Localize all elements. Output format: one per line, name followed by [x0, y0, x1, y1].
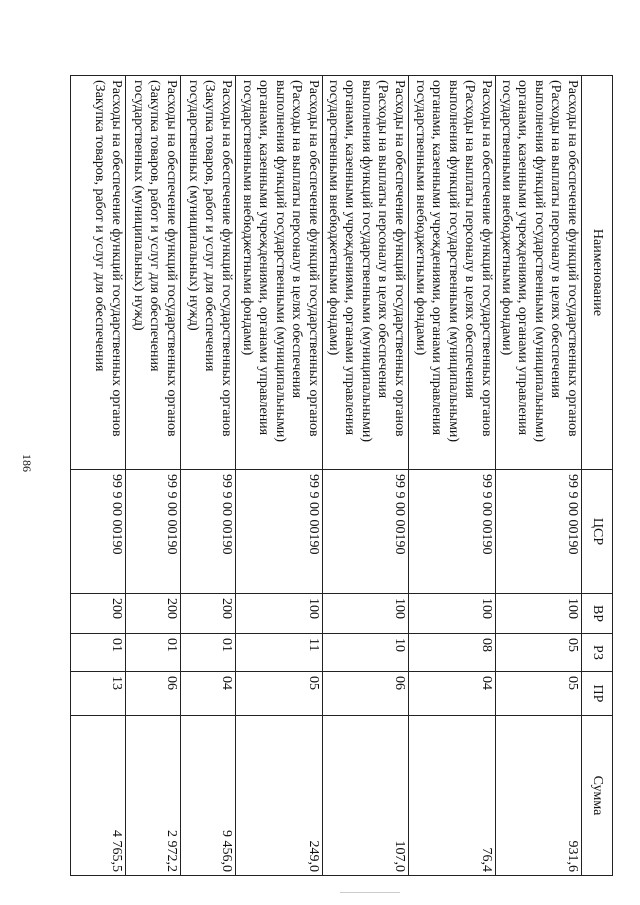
cell-name: Расходы на обеспечение функций государственных органов (Расходы на выплаты персоналу в целях обеспечения выполнения функций государственными (муниципальными) органами, казенными учреждениями, органами управления государственными внебюджетными фондами) — [323, 76, 409, 470]
table-row — [236, 76, 323, 876]
cell-rz: 05 — [496, 634, 582, 672]
cell-sum: 4 765,5 — [71, 716, 126, 876]
cell-rz: 11 — [236, 634, 323, 672]
header-rz: РЗ — [582, 634, 613, 672]
table-row — [181, 76, 236, 876]
table-row — [126, 76, 181, 876]
cell-sum: 76,4 — [409, 716, 496, 876]
cell-name: Расходы на обеспечение функций государственных органов (Расходы на выплаты персоналу в целях обеспечения выполнения функций государственными (муниципальными) органами, казенными учреждениями, органами управления государственными внебюджетными фондами) — [236, 76, 323, 470]
table-row — [409, 76, 496, 876]
cell-csr: 99 9 00 00190 — [496, 470, 582, 594]
cell-rz: 08 — [409, 634, 496, 672]
cell-rz: 10 — [323, 634, 409, 672]
header-vr: ВР — [582, 594, 613, 634]
budget-table — [70, 75, 613, 876]
cell-name: Расходы на обеспечение функций государственных органов (Закупка товаров, работ и услуг для обеспечения государственных (муниципальных) нужд) — [181, 76, 236, 470]
cell-pr: 04 — [181, 672, 236, 716]
cell-pr: 06 — [323, 672, 409, 716]
table-row — [496, 76, 582, 876]
cell-csr: 99 9 00 00190 — [323, 470, 409, 594]
header-csr: ЦСР — [582, 470, 613, 594]
cell-pr: 13 — [71, 672, 126, 716]
cell-pr: 04 — [409, 672, 496, 716]
header-name: Наименование — [582, 76, 613, 470]
cell-csr: 99 9 00 00190 — [126, 470, 181, 594]
cell-pr: 05 — [236, 672, 323, 716]
cell-vr: 200 — [71, 594, 126, 634]
cell-csr: 99 9 00 00190 — [236, 470, 323, 594]
header-sum: Сумма — [582, 716, 613, 876]
cell-sum: 107,0 — [323, 716, 409, 876]
cell-name: Расходы на обеспечение функций государственных органов (Расходы на выплаты персоналу в целях обеспечения выполнения функций государственными (муниципальными) органами, казенными учреждениями, органами управления государственными внебюджетными фондами) — [409, 76, 496, 470]
cell-csr: 99 9 00 00190 — [71, 470, 126, 594]
cell-vr: 100 — [496, 594, 582, 634]
cell-csr: 99 9 00 00190 — [181, 470, 236, 594]
cell-name: Расходы на обеспечение функций государственных органов (Расходы на выплаты персоналу в целях обеспечения выполнения функций государственными (муниципальными) органами, казенными учреждениями, органами управления государственными внебюджетными фондами) — [496, 76, 582, 470]
budget-table-viewport — [92, 75, 613, 875]
cell-vr: 100 — [409, 594, 496, 634]
cell-csr: 99 9 00 00190 — [409, 470, 496, 594]
cell-sum: 249,0 — [236, 716, 323, 876]
cell-rz: 01 — [181, 634, 236, 672]
cell-name: Расходы на обеспечение функций государственных органов (Закупка товаров, работ и услуг для обеспечения государственных (муниципальных) нужд) — [126, 76, 181, 470]
table-header-row — [582, 76, 613, 876]
cell-sum: 2 972,2 — [126, 716, 181, 876]
cell-vr: 200 — [126, 594, 181, 634]
cell-vr: 100 — [323, 594, 409, 634]
cell-rz: 01 — [71, 634, 126, 672]
cell-rz: 01 — [126, 634, 181, 672]
cell-vr: 200 — [181, 594, 236, 634]
page-number: 186 — [20, 454, 34, 472]
cell-pr: 05 — [496, 672, 582, 716]
scan-artifact — [340, 892, 400, 893]
cell-sum: 931,6 — [496, 716, 582, 876]
cell-name: Расходы на обеспечение функций государственных органов (Закупка товаров, работ и услуг для обеспечения — [71, 76, 126, 470]
cell-sum: 9 456,0 — [181, 716, 236, 876]
table-row — [71, 76, 126, 876]
cell-vr: 100 — [236, 594, 323, 634]
cell-pr: 06 — [126, 672, 181, 716]
header-pr: ПР — [582, 672, 613, 716]
table-row — [323, 76, 409, 876]
